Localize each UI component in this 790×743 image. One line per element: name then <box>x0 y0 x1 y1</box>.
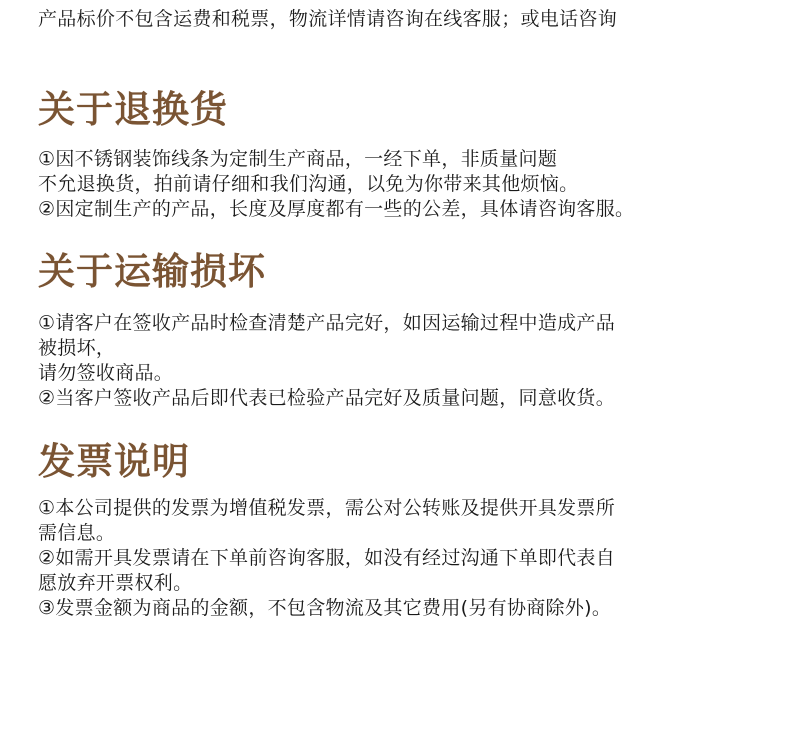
invoice-body <box>38 496 615 621</box>
invoice-title: 发票说明 <box>38 440 190 483</box>
intro-text: 产品标价不包含运费和税票，物流详情请咨询在线客服；或电话咨询 <box>38 8 618 30</box>
invoice-line-5: ③发票金额为商品的金额，不包含物流及其它费用(另有协商除外)。 <box>38 597 612 619</box>
invoice-line-3: ②如需开具发票请在下单前咨询客服，如没有经过沟通下单即代表自 <box>38 547 616 569</box>
transport-damage-body <box>38 311 615 411</box>
transport-line-4: ②当客户签收产品后即代表已检验产品完好及质量问题，同意收货。 <box>38 387 616 409</box>
transport-line-1: ①请客户在签收产品时检查清楚产品完好，如因运输过程中造成产品 <box>38 312 616 334</box>
invoice-line-4: 愿放弃开票权利。 <box>38 572 193 594</box>
invoice-line-1: ①本公司提供的发票为增值税发票，需公对公转账及提供开具发票所 <box>38 497 616 519</box>
returns-title: 关于退换货 <box>38 88 228 131</box>
returns-body <box>38 147 634 222</box>
transport-damage-title: 关于运输损坏 <box>38 250 266 293</box>
transport-line-2: 被损坏， <box>38 337 116 359</box>
returns-line-2: 不允退换货，拍前请仔细和我们沟通，以免为你带来其他烦恼。 <box>38 173 579 195</box>
returns-line-1: ①因不锈钢装饰线条为定制生产商品，一经下单，非质量问题 <box>38 148 558 170</box>
returns-line-3: ②因定制生产的产品，长度及厚度都有一些的公差，具体请咨询客服。 <box>38 198 635 220</box>
transport-line-3: 请勿签收商品。 <box>38 362 174 384</box>
invoice-line-2: 需信息。 <box>38 522 116 544</box>
